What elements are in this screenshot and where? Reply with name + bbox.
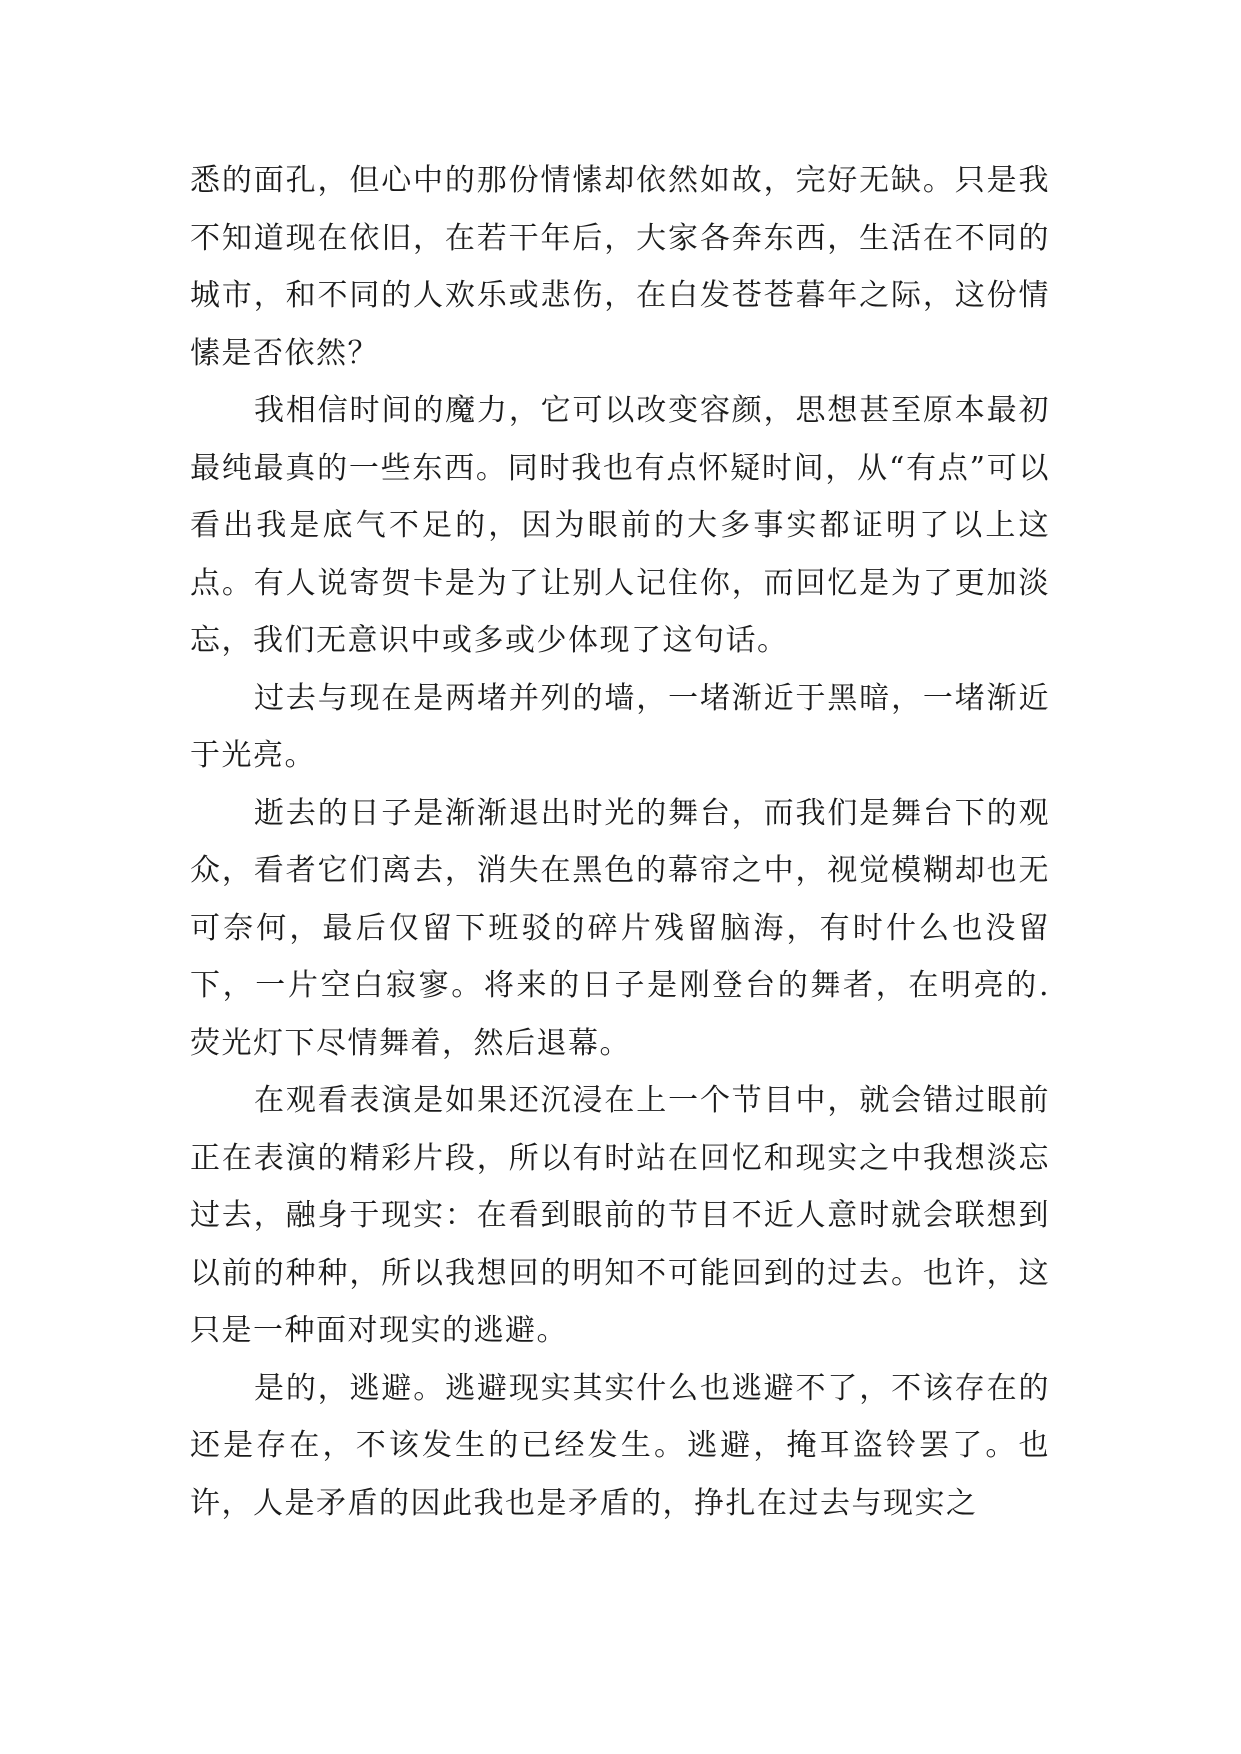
paragraph-4: 逝去的日子是渐渐退出时光的舞台，而我们是舞台下的观众，看者它们离去，消失在黑色的幕帘之中，视觉模糊却也无可奈何，最后仅留下班驳的碎片残留脑海，有时什么也没留下，一片空白寂寥。将来的日子是刚登台的舞者，在明亮的.荧光灯下尽情舞着，然后退幕。 <box>190 795 1050 1061</box>
paragraph-1: 悉的面孔，但心中的那份情愫却依然如故，完好无缺。只是我不知道现在依旧，在若干年后，大家各奔东西，生活在不同的城市，和不同的人欢乐或悲伤，在白发苍苍暮年之际，这份情愫是否依然？ <box>190 163 1050 371</box>
paragraph-2: 我相信时间的魔力，它可以改变容颜，思想甚至原本最初最纯最真的一些东西。同时我也有点怀疑时间，从“有点”可以看出我是底气不足的，因为眼前的大多事实都证明了以上这点。有人说寄贺卡是为了让别人记住你，而回忆是为了更加淡忘，我们无意识中或多或少体现了这句话。 <box>190 393 1050 658</box>
essay-body <box>190 152 1050 1532</box>
paragraph-6: 是的，逃避。逃避现实其实什么也逃避不了，不该存在的还是存在，不该发生的已经发生。逃避，掩耳盗铃罢了。也许，人是矛盾的因此我也是矛盾的，挣扎在过去与现实之 <box>190 1370 1050 1521</box>
paragraph-5: 在观看表演是如果还沉浸在上一个节目中，就会错过眼前正在表演的精彩片段，所以有时站在回忆和现实之中我想淡忘过去，融身于现实：在看到眼前的节目不近人意时就会联想到以前的种种，所以我想回的明知不可能回到的过去。也许，这只是一种面对现实的逃避。 <box>190 1083 1050 1348</box>
paragraph-3: 过去与现在是两堵并列的墙，一堵渐近于黑暗，一堵渐近于光亮。 <box>190 680 1050 773</box>
